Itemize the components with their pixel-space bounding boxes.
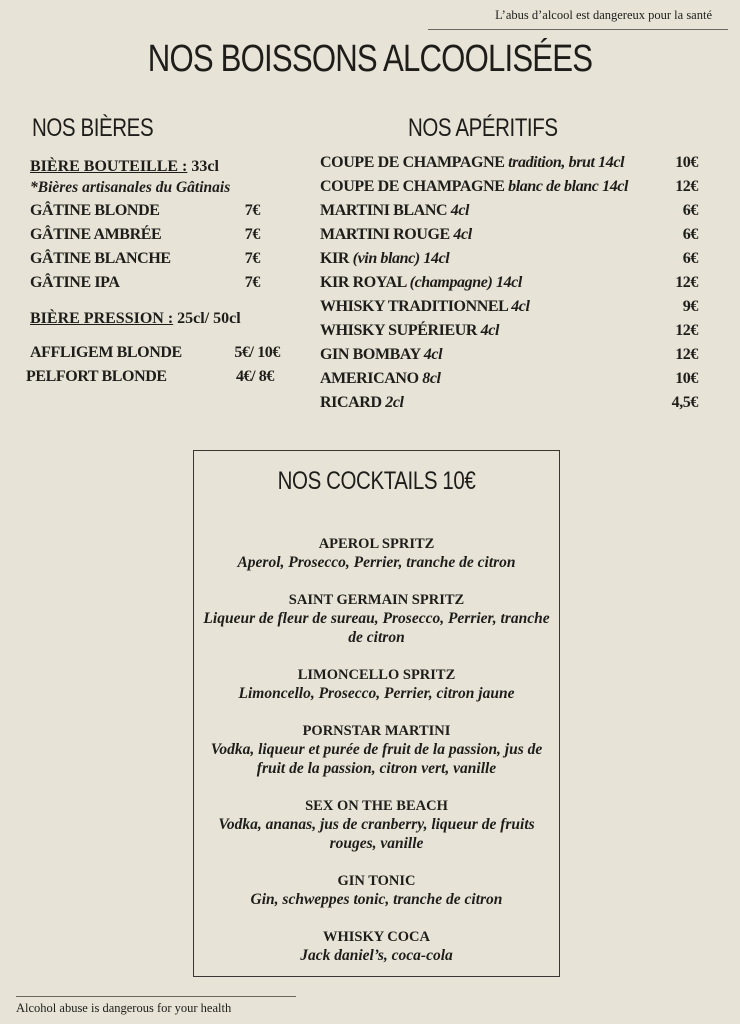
aperitif-name: MARTINI ROUGE (320, 226, 450, 243)
cocktail-item (194, 797, 559, 853)
aperitif-row (320, 247, 698, 271)
cocktail-name: WHISKY COCA (322, 929, 430, 945)
aperitif-row (320, 223, 698, 247)
beer-price: 7€ (244, 274, 260, 291)
cocktail-item (194, 666, 559, 703)
bottle-beer-size: 33cl (191, 158, 219, 175)
cocktail-item (194, 591, 559, 647)
cocktail-desc: Vodka, ananas, jus de cranberry, liqueur de fruits rouges, vanille (218, 816, 535, 852)
aperitif-price: 12€ (675, 322, 698, 339)
beer-row (26, 365, 280, 389)
aperitif-detail: 2cl (385, 394, 404, 411)
beer-row (30, 199, 280, 223)
aperitif-name: AMERICANO (320, 370, 419, 387)
aperitif-price: 12€ (675, 346, 698, 363)
aperitif-name: KIR ROYAL (320, 274, 407, 291)
beers-title: NOS BIÈRES (32, 114, 154, 142)
cocktail-desc: Aperol, Prosecco, Perrier, tranche de citron (237, 554, 516, 571)
aperitif-row (320, 199, 698, 223)
cocktails-title: NOS COCKTAILS 10€ (277, 467, 476, 495)
aperitif-row (320, 175, 698, 199)
cocktail-name: GIN TONIC (337, 873, 416, 889)
aperitif-name: RICARD (320, 394, 382, 411)
aperitif-detail: 4cl (450, 202, 470, 219)
bottle-beer-label: BIÈRE BOUTEILLE : (30, 158, 188, 175)
cocktail-item (194, 722, 559, 778)
aperitif-row (320, 391, 698, 415)
aperitif-price: 6€ (682, 250, 698, 267)
cocktail-desc: Liqueur de fleur de sureau, Prosecco, Perrier, tranche de citron (203, 610, 550, 646)
beer-price: 7€ (244, 250, 260, 267)
aperitif-price: 6€ (682, 202, 698, 219)
aperitifs-title: NOS APÉRITIFS (408, 114, 558, 142)
aperitif-price: 6€ (682, 226, 698, 243)
cocktail-desc: Limoncello, Prosecco, Perrier, citron jaune (238, 685, 515, 702)
aperitif-name: COUPE DE CHAMPAGNE (320, 154, 505, 171)
aperitif-row (320, 271, 698, 295)
beer-name: GÂTINE BLONDE (30, 202, 160, 219)
beer-row (30, 223, 280, 247)
aperitif-detail: 4cl (480, 322, 500, 339)
aperitif-name: MARTINI BLANC (320, 202, 448, 219)
aperitif-detail: (vin blanc) 14cl (352, 250, 450, 267)
draft-beer-header (30, 309, 280, 329)
cocktail-item (194, 928, 559, 965)
beer-price: 5€/ 10€ (234, 344, 280, 361)
bottle-beer-header (30, 157, 280, 177)
aperitif-detail: tradition, brut 14cl (508, 154, 625, 171)
beer-name: GÂTINE AMBRÉE (30, 226, 162, 243)
aperitif-row (320, 319, 698, 343)
aperitif-detail: 4cl (453, 226, 472, 243)
beers-section (26, 157, 280, 389)
cocktail-name: SEX ON THE BEACH (305, 798, 448, 814)
aperitif-price: 9€ (682, 298, 698, 315)
aperitif-price: 10€ (675, 154, 698, 171)
draft-beer-size: 25cl/ 50cl (177, 310, 241, 327)
beer-price: 7€ (244, 226, 260, 243)
cocktail-desc: Jack daniel’s, coca-cola (300, 947, 453, 964)
health-warning-fr: L’abus d’alcool est dangereux pour la santé (428, 8, 728, 30)
cocktail-item (194, 535, 559, 572)
aperitif-price: 12€ (675, 274, 698, 291)
aperitif-name: WHISKY TRADITIONNEL (320, 298, 508, 315)
cocktail-desc: Gin, schweppes tonic, tranche de citron (250, 891, 503, 908)
beer-row (30, 341, 280, 365)
aperitif-detail: 4cl (423, 346, 443, 363)
cocktail-name: APEROL SPRITZ (318, 536, 435, 552)
cocktail-item (194, 872, 559, 909)
aperitif-detail: 8cl (422, 370, 441, 387)
aperitif-price: 12€ (675, 178, 698, 195)
beer-price: 7€ (244, 202, 260, 219)
beer-row (30, 271, 280, 295)
aperitif-row (320, 367, 698, 391)
beer-name: PELFORT BLONDE (26, 368, 167, 385)
aperitifs-section (320, 151, 698, 415)
cocktail-name: LIMONCELLO SPRITZ (297, 667, 456, 683)
cocktail-desc: Vodka, liqueur et purée de fruit de la passion, jus de fruit de la passion, citron vert, vanille (210, 741, 543, 777)
aperitif-name: KIR (320, 250, 350, 267)
bottle-beer-note: *Bières artisanales du Gâtinais (30, 179, 231, 196)
aperitif-detail: blanc de blanc 14cl (508, 178, 629, 195)
cocktail-name: SAINT GERMAIN SPRITZ (288, 592, 465, 608)
aperitif-detail: 4cl (511, 298, 530, 315)
beer-name: GÂTINE IPA (30, 274, 120, 291)
page-title: NOS BOISSONS ALCOOLISÉES (147, 38, 593, 80)
aperitif-price: 10€ (675, 370, 698, 387)
aperitif-row (320, 151, 698, 175)
cocktail-name: PORNSTAR MARTINI (302, 723, 451, 739)
aperitif-price: 4,5€ (671, 394, 698, 411)
beer-name: AFFLIGEM BLONDE (30, 344, 182, 361)
beer-price: 4€/ 8€ (235, 368, 274, 385)
aperitif-name: COUPE DE CHAMPAGNE (320, 178, 505, 195)
draft-beer-label: BIÈRE PRESSION : (30, 310, 174, 327)
aperitif-row (320, 295, 698, 319)
beer-name: GÂTINE BLANCHE (30, 250, 171, 267)
cocktails-box (193, 450, 560, 977)
aperitif-name: GIN BOMBAY (320, 346, 421, 363)
aperitif-row (320, 343, 698, 367)
aperitif-name: WHISKY SUPÉRIEUR (320, 322, 478, 339)
health-warning-en: Alcohol abuse is dangerous for your health (16, 996, 296, 1016)
aperitif-detail: (champagne) 14cl (409, 274, 522, 291)
beer-row (30, 247, 280, 271)
